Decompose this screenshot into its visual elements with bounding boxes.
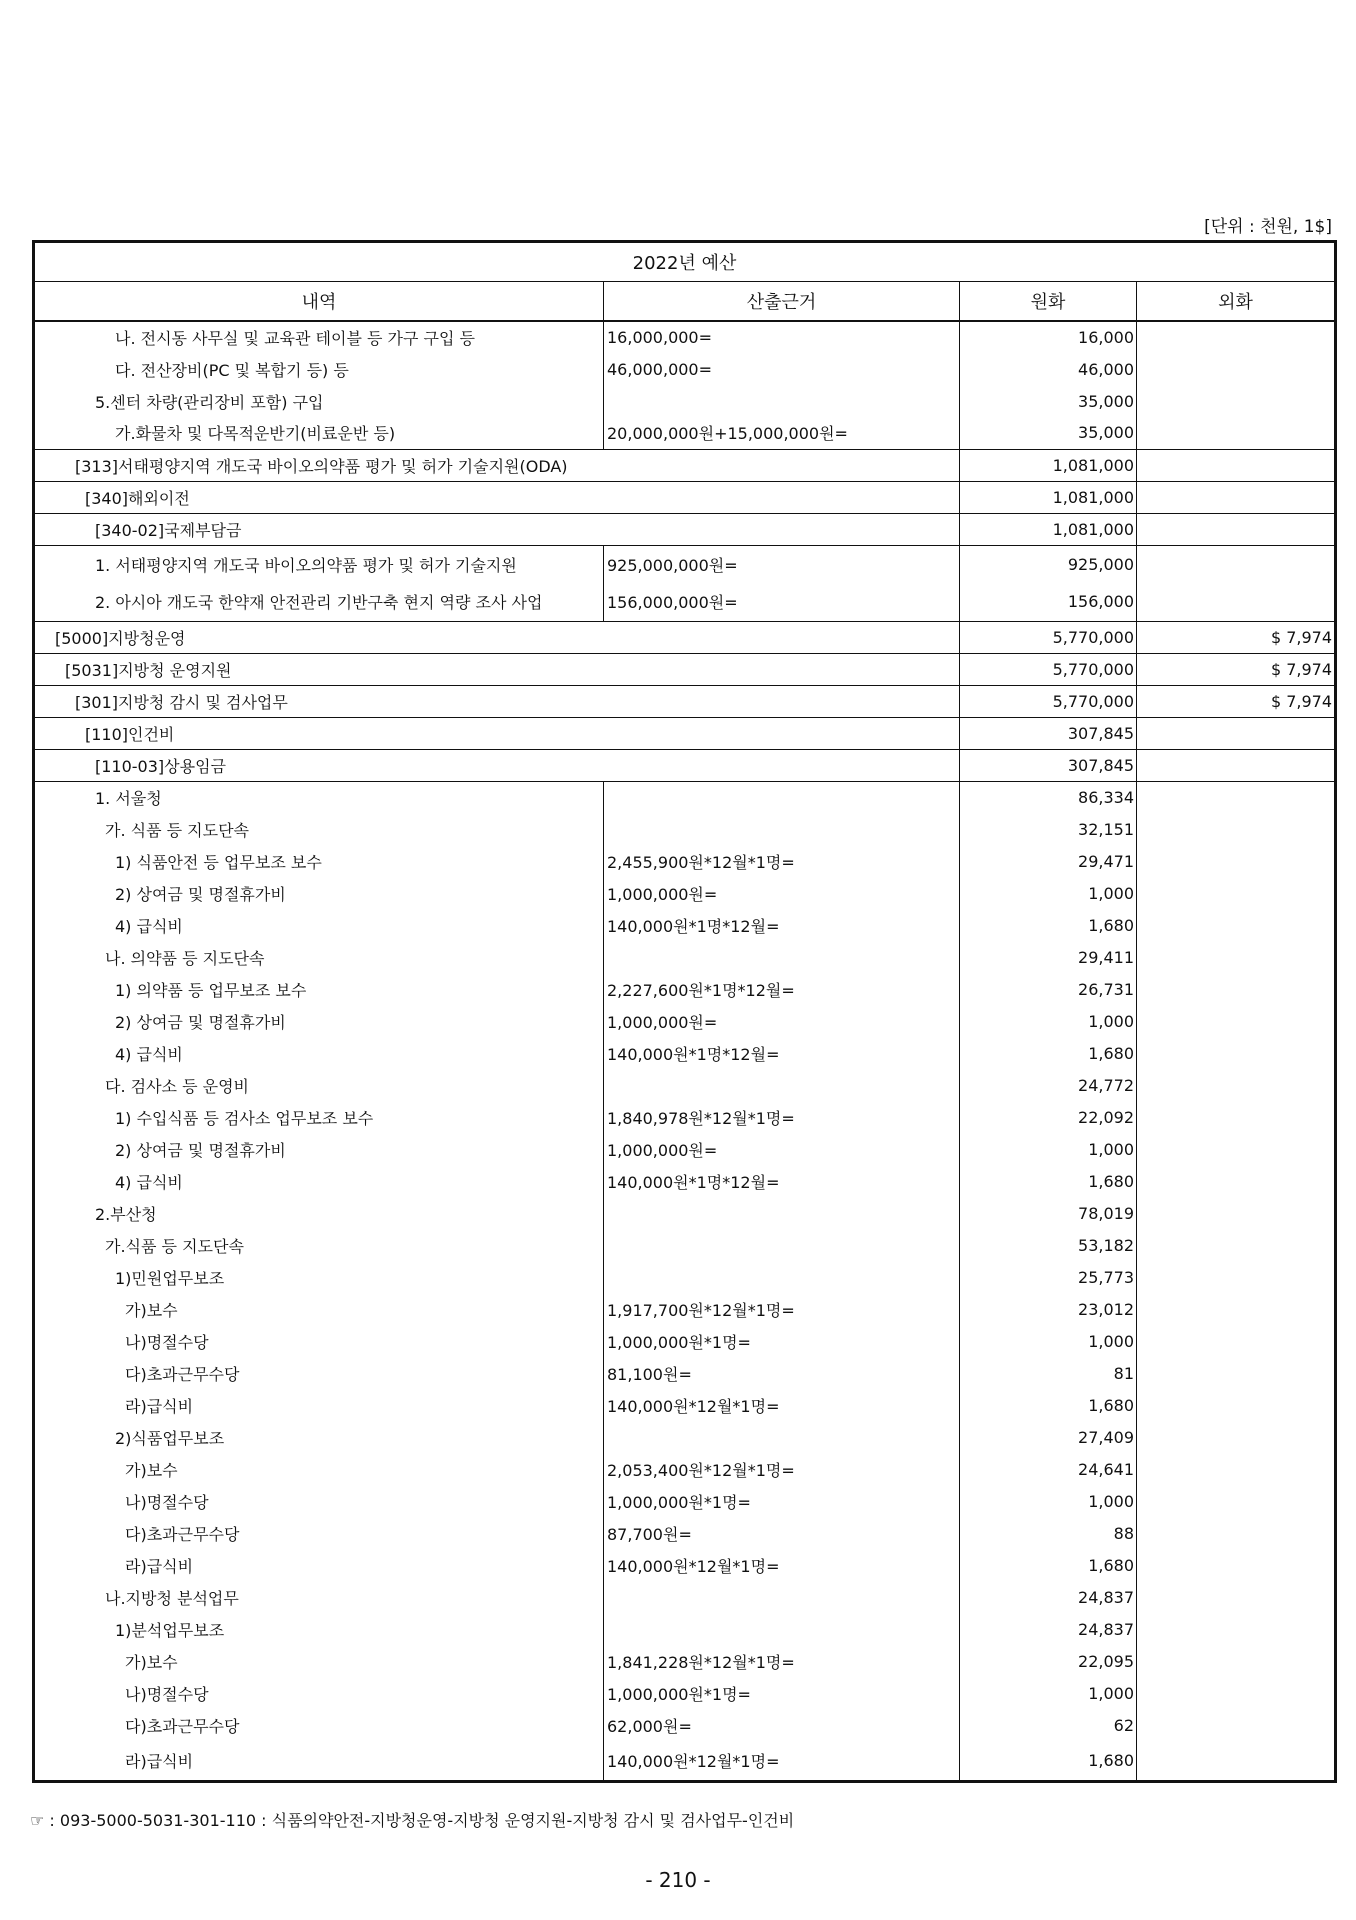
table-row [34,1069,1336,1101]
table-row [34,353,1336,385]
row-fx [1137,1421,1336,1453]
row-item: 2)식품업무보조 [115,1428,225,1448]
row-basis: 140,000원*12월*1명= [604,1389,960,1421]
table-row [34,1389,1336,1421]
row-fx [1137,1517,1336,1549]
row-basis [604,385,960,417]
row-item: 1. 서울청 [95,788,162,808]
row-item: [110]인건비 [34,717,960,749]
row-item: 나.지방청 분석업무 [105,1588,239,1608]
row-krw: 24,837 [960,1613,1137,1645]
row-basis: 16,000,000= [604,321,960,353]
row-fx [1137,1069,1336,1101]
row-basis: 46,000,000= [604,353,960,385]
row-krw: 29,471 [960,845,1137,877]
row-item: 다)초과근무수당 [125,1524,240,1544]
row-basis: 140,000원*12월*1명= [604,1549,960,1581]
table-row [34,1165,1336,1197]
row-item: 가)보수 [125,1652,178,1672]
row-krw: 62 [960,1709,1137,1741]
row-item: 나. 의약품 등 지도단속 [105,948,265,968]
row-item: [313]서태평양지역 개도국 바이오의약품 평가 및 허가 기술지원(ODA) [34,449,960,481]
table-row [34,1133,1336,1165]
row-basis: 1,000,000원*1명= [604,1325,960,1357]
row-basis: 140,000원*12월*1명= [604,1741,960,1781]
row-item: 나)명절수당 [125,1332,209,1352]
row-basis: 1,917,700원*12월*1명= [604,1293,960,1325]
row-item: 라)급식비 [125,1556,194,1576]
row-krw: 5,770,000 [960,653,1137,685]
row-krw: 88 [960,1517,1137,1549]
row-fx [1137,1645,1336,1677]
table-row [34,941,1336,973]
row-item: 1. 서태평양지역 개도국 바이오의약품 평가 및 허가 기술지원 [95,555,517,575]
table-row [34,1421,1336,1453]
table-row [34,813,1336,845]
row-basis [604,1197,960,1229]
table-row [34,1677,1336,1709]
row-fx [1137,941,1336,973]
row-basis [604,1581,960,1613]
unit-label: [단위 : 천원, 1$] [1204,217,1332,237]
row-krw: 1,680 [960,1389,1137,1421]
row-fx [1137,1261,1336,1293]
table-row [34,1005,1336,1037]
row-fx [1137,353,1336,385]
row-basis: 1,000,000원= [604,1005,960,1037]
row-item: 가. 식품 등 지도단속 [105,820,249,840]
table-row [34,1485,1336,1517]
row-krw: 1,000 [960,1485,1137,1517]
table-row [34,513,1336,545]
table-row [34,845,1336,877]
row-krw: 22,092 [960,1101,1137,1133]
row-krw: 46,000 [960,353,1137,385]
row-fx [1137,1389,1336,1421]
row-item: [5000]지방청운영 [34,621,960,653]
row-fx [1137,583,1336,621]
row-fx [1137,1581,1336,1613]
table-row [34,1197,1336,1229]
table-row [34,481,1336,513]
row-fx [1137,973,1336,1005]
row-fx [1137,481,1336,513]
row-fx [1137,1709,1336,1741]
year-header: 2022년 예산 [34,242,1336,282]
row-item: 2.부산청 [95,1204,157,1224]
row-basis [604,1421,960,1453]
row-krw: 29,411 [960,941,1137,973]
row-basis: 1,841,228원*12월*1명= [604,1645,960,1677]
table-row [34,717,1336,749]
row-item: 나)명절수당 [125,1492,209,1512]
table-row [34,1293,1336,1325]
row-krw: 53,182 [960,1229,1137,1261]
row-basis: 1,840,978원*12월*1명= [604,1101,960,1133]
row-krw: 27,409 [960,1421,1137,1453]
row-krw: 1,000 [960,1325,1137,1357]
row-krw: 81 [960,1357,1137,1389]
row-fx [1137,1677,1336,1709]
row-item: 4) 급식비 [115,1172,183,1192]
row-fx [1137,1549,1336,1581]
table-row [34,1613,1336,1645]
row-item: [340]해외이전 [34,481,960,513]
row-item: 1) 의약품 등 업무보조 보수 [115,980,307,1000]
row-item: 나)명절수당 [125,1684,209,1704]
row-fx [1137,845,1336,877]
row-fx [1137,1037,1336,1069]
table-row [34,1741,1336,1781]
row-item: 다. 검사소 등 운영비 [105,1076,249,1096]
row-item: 가.식품 등 지도단속 [105,1236,244,1256]
row-krw: 1,680 [960,1549,1137,1581]
row-basis: 87,700원= [604,1517,960,1549]
table-row [34,1229,1336,1261]
row-basis [604,781,960,813]
row-krw: 307,845 [960,717,1137,749]
row-krw: 1,081,000 [960,513,1137,545]
row-krw: 35,000 [960,385,1137,417]
row-krw: 86,334 [960,781,1137,813]
table-row [34,973,1336,1005]
row-krw: 78,019 [960,1197,1137,1229]
row-krw: 1,680 [960,909,1137,941]
row-fx [1137,385,1336,417]
row-item: 2) 상여금 및 명절휴가비 [115,1012,286,1032]
row-item: 라)급식비 [125,1751,194,1771]
row-item: 4) 급식비 [115,916,183,936]
table-row [34,545,1336,583]
row-fx [1137,717,1336,749]
row-krw: 1,000 [960,877,1137,909]
table-row [34,621,1336,653]
row-fx [1137,513,1336,545]
table-row [34,749,1336,781]
column-header-basis: 산출근거 [604,282,960,322]
row-krw: 1,680 [960,1741,1137,1781]
row-basis [604,941,960,973]
row-fx [1137,1101,1336,1133]
row-krw: 307,845 [960,749,1137,781]
row-krw: 24,837 [960,1581,1137,1613]
row-krw: 22,095 [960,1645,1137,1677]
row-fx [1137,417,1336,449]
row-krw: 1,000 [960,1133,1137,1165]
row-item: [301]지방청 감시 및 검사업무 [34,685,960,717]
table-row [34,1357,1336,1389]
row-fx [1137,1133,1336,1165]
row-basis: 140,000원*1명*12월= [604,1165,960,1197]
row-fx [1137,1357,1336,1389]
row-krw: 26,731 [960,973,1137,1005]
row-basis: 2,455,900원*12월*1명= [604,845,960,877]
table-row [34,1261,1336,1293]
row-fx [1137,1293,1336,1325]
row-item: 5.센터 차량(관리장비 포함) 구입 [95,392,324,412]
row-item: 가)보수 [125,1460,178,1480]
row-krw: 1,081,000 [960,481,1137,513]
row-item: 1)민원업무보조 [115,1268,225,1288]
row-krw: 1,081,000 [960,449,1137,481]
table-row [34,321,1336,353]
row-basis: 62,000원= [604,1709,960,1741]
table-row [34,1453,1336,1485]
row-basis: 1,000,000원= [604,1133,960,1165]
row-item: 나. 전시동 사무실 및 교육관 테이블 등 가구 구입 등 [115,329,475,348]
row-krw: 925,000 [960,545,1137,583]
row-fx [1137,1453,1336,1485]
row-krw: 5,770,000 [960,685,1137,717]
row-item: 1)분석업무보조 [115,1620,225,1640]
table-row [34,877,1336,909]
row-item: 4) 급식비 [115,1044,183,1064]
row-fx [1137,781,1336,813]
row-basis: 2,053,400원*12월*1명= [604,1453,960,1485]
row-item: 다. 전산장비(PC 및 복합기 등) 등 [115,360,349,380]
row-basis: 140,000원*1명*12월= [604,1037,960,1069]
row-krw: 24,772 [960,1069,1137,1101]
row-item: 가)보수 [125,1300,178,1320]
table-row [34,1037,1336,1069]
row-krw: 25,773 [960,1261,1137,1293]
row-krw: 1,680 [960,1165,1137,1197]
table-row [34,1517,1336,1549]
row-fx [1137,1741,1336,1781]
row-krw: 1,000 [960,1005,1137,1037]
row-item: 2. 아시아 개도국 한약재 안전관리 기반구축 현지 역량 조사 사업 [95,593,543,613]
table-row [34,1549,1336,1581]
row-item: 라)급식비 [125,1396,194,1416]
row-basis: 140,000원*1명*12월= [604,909,960,941]
row-krw: 1,680 [960,1037,1137,1069]
row-item: 가.화물차 및 다목적운반기(비료운반 등) [115,424,396,444]
row-basis: 1,000,000원= [604,877,960,909]
row-item: [340-02]국제부담금 [34,513,960,545]
row-basis: 925,000,000원= [604,545,960,583]
table-row [34,1325,1336,1357]
row-item: 2) 상여금 및 명절휴가비 [115,884,286,904]
table-row [34,449,1336,481]
table-row [34,1709,1336,1741]
row-basis [604,1229,960,1261]
row-fx [1137,1197,1336,1229]
table-row [34,417,1336,449]
row-basis: 2,227,600원*1명*12월= [604,973,960,1005]
footnote: ☞ : 093-5000-5031-301-110 : 식품의약안전-지방청운영-지방청 운영지원-지방청 감시 및 검사업무-인건비 [30,1811,795,1830]
row-item: 1) 수입식품 등 검사소 업무보조 보수 [115,1108,374,1128]
row-fx: $ 7,974 [1137,653,1336,685]
row-basis [604,1613,960,1645]
table-row [34,583,1336,621]
column-header-krw: 원화 [960,282,1137,322]
row-fx [1137,749,1336,781]
table-row [34,653,1336,685]
table-row [34,1645,1336,1677]
row-krw: 1,000 [960,1677,1137,1709]
row-krw: 5,770,000 [960,621,1137,653]
row-basis: 156,000,000원= [604,583,960,621]
row-basis: 20,000,000원+15,000,000원= [604,417,960,449]
table-row [34,781,1336,813]
row-fx [1137,877,1336,909]
row-fx [1137,1613,1336,1645]
row-item: 1) 식품안전 등 업무보조 보수 [115,852,322,872]
row-item: 다)초과근무수당 [125,1364,240,1384]
table-row [34,1101,1336,1133]
row-fx [1137,321,1336,353]
row-fx [1137,1325,1336,1357]
row-fx: $ 7,974 [1137,621,1336,653]
budget-table [32,240,1337,1783]
row-krw: 16,000 [960,321,1137,353]
page-number: - 210 - [645,1868,711,1892]
row-krw: 156,000 [960,583,1137,621]
row-fx [1137,909,1336,941]
table-row [34,909,1336,941]
table-row [34,1581,1336,1613]
row-fx [1137,1005,1336,1037]
row-krw: 35,000 [960,417,1137,449]
row-fx [1137,545,1336,583]
row-item: [5031]지방청 운영지원 [34,653,960,685]
table-row [34,385,1336,417]
column-header-item: 내역 [34,282,604,322]
row-item: 2) 상여금 및 명절휴가비 [115,1140,286,1160]
row-item: [110-03]상용임금 [34,749,960,781]
row-item: 다)초과근무수당 [125,1716,240,1736]
table-row [34,685,1336,717]
row-basis: 81,100원= [604,1357,960,1389]
row-fx [1137,449,1336,481]
row-krw: 24,641 [960,1453,1137,1485]
column-header-fx: 외화 [1137,282,1336,322]
row-krw: 23,012 [960,1293,1137,1325]
row-fx [1137,1165,1336,1197]
row-basis [604,1261,960,1293]
row-basis [604,813,960,845]
row-basis: 1,000,000원*1명= [604,1485,960,1517]
row-basis [604,1069,960,1101]
row-fx [1137,1229,1336,1261]
row-fx: $ 7,974 [1137,685,1336,717]
row-basis: 1,000,000원*1명= [604,1677,960,1709]
row-fx [1137,1485,1336,1517]
row-fx [1137,813,1336,845]
row-krw: 32,151 [960,813,1137,845]
